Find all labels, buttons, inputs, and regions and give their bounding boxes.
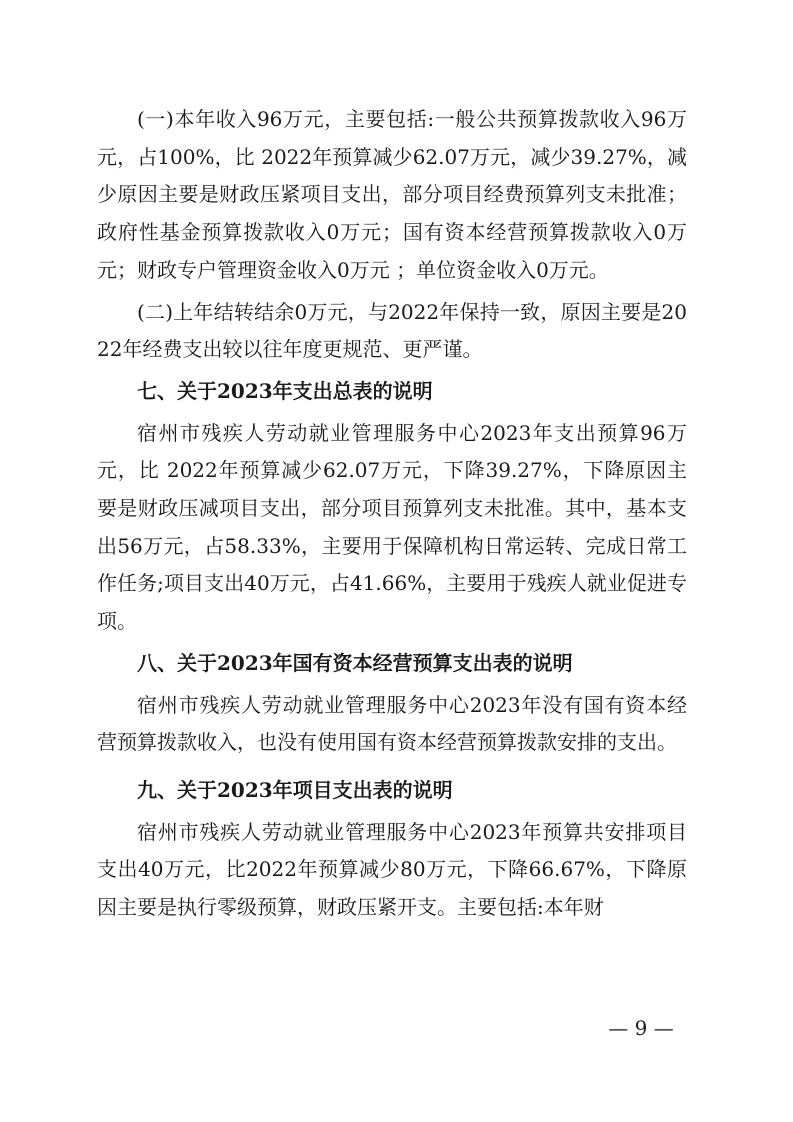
paragraph-carryover: (二)上年结转结余0万元，与2022年保持一致，原因主要是2022年经费支出较以往年度更规范、更严谨。 bbox=[97, 299, 687, 362]
document-body bbox=[97, 101, 687, 927]
paragraph-expenditure-total: 宿州市残疾人劳动就业管理服务中心2023年支出预算96万元，比 2022年预算减少62.07万元，下降39.27%，下降原因主要是财政压减项目支出，部分项目预算列支未批准。其中，基本支出56万元，占58.33%，主要用于保障机构日常运转、完成日常工作任务;项目支出40万元，占41.66%，主要用于残疾人就业促进专项。 bbox=[97, 420, 687, 634]
paragraph-state-capital: 宿州市残疾人劳动就业管理服务中心2023年没有国有资本经营预算拨款收入，也没有使用国有资本经营预算拨款安排的支出。 bbox=[97, 692, 687, 755]
page-number: — 9 — bbox=[608, 1016, 674, 1040]
paragraph-income: (一)本年收入96万元，主要包括:一般公共预算拨款收入96万元，占100%，比 2022年预算减少62.07万元，减少39.27%，减少原因主要是财政压紧项目支出，部分项目经费预算列支未批准；政府性基金预算拨款收入0万元；国有资本经营预算拨款收入0万元；财政专户管理资金收入0万元 ；单位资金收入0万元。 bbox=[97, 107, 687, 282]
section-heading-9: 九、关于2023年项目支出表的说明 bbox=[137, 777, 453, 802]
paragraph-project-expenditure: 宿州市残疾人劳动就业管理服务中心2023年预算共安排项目支出40万元，比2022年预算减少80万元，下降66.67%，下降原因主要是执行零级预算，财政压紧开支。主要包括:本年财 bbox=[97, 819, 687, 920]
section-heading-8: 八、关于2023年国有资本经营预算支出表的说明 bbox=[137, 650, 573, 675]
section-heading-7: 七、关于2023年支出总表的说明 bbox=[137, 378, 433, 403]
